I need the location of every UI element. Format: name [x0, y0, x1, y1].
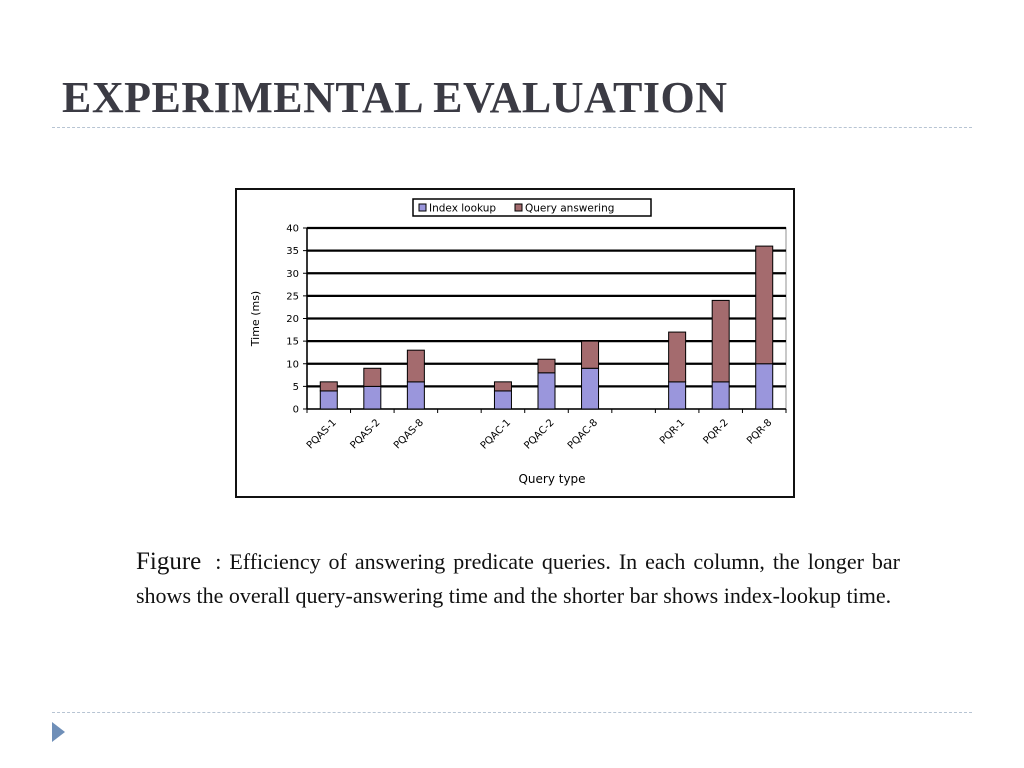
legend-label: Index lookup — [429, 202, 497, 215]
x-axis-label: Query type — [518, 472, 586, 486]
figure-label: Figure — [136, 548, 202, 575]
slide-title: EXPERIMENTAL EVALUATION — [62, 73, 728, 122]
bar-query-answering — [582, 341, 599, 368]
bar-index-lookup — [364, 386, 381, 409]
y-tick-label: 20 — [286, 314, 299, 325]
figure-caption-text: : Efficiency of answering predicate queries. In each column, the longer bar shows the overall query-answering time and the shorter bar shows index-lookup time. — [136, 549, 900, 608]
x-tick-label: PQR-8 — [745, 417, 775, 447]
y-tick-label: 30 — [286, 268, 299, 280]
chart-frame — [235, 188, 795, 498]
x-tick-label: PQAC-8 — [565, 417, 601, 452]
y-tick-label: 40 — [286, 223, 299, 235]
bar-query-answering — [538, 359, 555, 373]
x-tick-label: PQAC-2 — [522, 417, 557, 452]
bar-index-lookup — [494, 391, 511, 409]
footer-divider — [52, 712, 972, 713]
legend-swatch — [419, 204, 426, 211]
y-tick-label: 25 — [286, 291, 299, 303]
y-tick-label: 5 — [292, 381, 299, 393]
bar-index-lookup — [538, 373, 555, 409]
x-tick-label: PQAS-8 — [391, 417, 426, 452]
y-tick-label: 0 — [292, 404, 299, 416]
bar-index-lookup — [320, 391, 337, 409]
x-tick-label: PQAS-1 — [304, 417, 339, 452]
bar-query-answering — [407, 350, 424, 382]
y-tick-label: 35 — [286, 246, 299, 258]
bar-query-answering — [320, 382, 337, 391]
x-tick-label: PQAS-2 — [348, 417, 383, 452]
x-tick-label: PQR-2 — [701, 417, 731, 447]
bar-query-answering — [364, 368, 381, 386]
x-tick-label: PQR-1 — [657, 417, 688, 447]
bar-query-answering — [712, 300, 729, 381]
y-tick-label: 10 — [286, 359, 299, 371]
title-divider — [52, 127, 972, 128]
figure-caption — [136, 545, 900, 613]
bar-query-answering — [756, 246, 773, 364]
legend-swatch — [515, 204, 522, 211]
bar-index-lookup — [756, 364, 773, 409]
bar-index-lookup — [582, 368, 599, 409]
bar-index-lookup — [407, 382, 424, 409]
bar-index-lookup — [669, 382, 686, 409]
bar-query-answering — [669, 332, 686, 382]
x-tick-label: PQAC-1 — [478, 417, 514, 452]
y-axis-label: Time (ms) — [249, 290, 262, 347]
y-tick-label: 15 — [286, 336, 299, 348]
stacked-bar-chart — [237, 190, 789, 492]
legend-label: Query answering — [525, 202, 615, 215]
bar-index-lookup — [712, 382, 729, 409]
triangle-bullet-icon — [52, 722, 65, 742]
bar-query-answering — [494, 382, 511, 391]
